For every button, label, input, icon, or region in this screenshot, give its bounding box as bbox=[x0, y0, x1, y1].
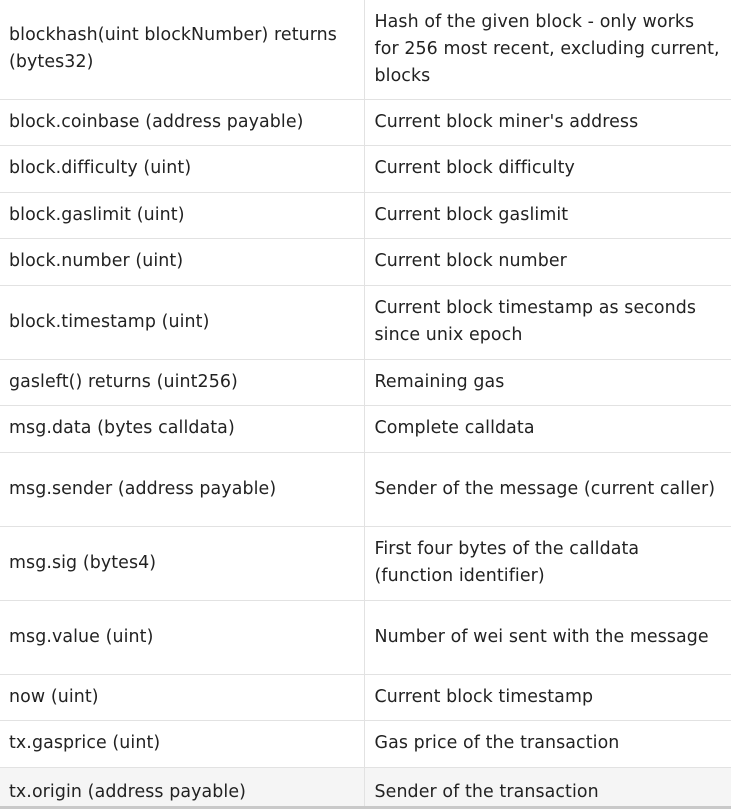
variable-description: Current block gaslimit bbox=[364, 192, 731, 238]
table-row bbox=[0, 0, 731, 99]
variable-description: Remaining gas bbox=[364, 359, 731, 405]
variable-name: block.timestamp (uint) bbox=[0, 285, 364, 359]
variable-description: Hash of the given block - only works for 256 most recent, excluding current, blocks bbox=[364, 0, 731, 99]
table-row bbox=[0, 99, 731, 145]
variable-name: block.coinbase (address payable) bbox=[0, 99, 364, 145]
table-row bbox=[0, 359, 731, 405]
variable-description: Sender of the message (current caller) bbox=[364, 452, 731, 526]
variable-name: msg.data (bytes calldata) bbox=[0, 405, 364, 452]
variable-name: block.gaslimit (uint) bbox=[0, 192, 364, 238]
variable-name: tx.origin (address payable) bbox=[0, 767, 364, 807]
variable-name: block.difficulty (uint) bbox=[0, 145, 364, 192]
table-row bbox=[0, 145, 731, 192]
table-row bbox=[0, 452, 731, 526]
variable-description: Current block number bbox=[364, 238, 731, 285]
variable-name: now (uint) bbox=[0, 674, 364, 720]
variable-name: msg.value (uint) bbox=[0, 600, 364, 674]
variable-name: blockhash(uint blockNumber) returns (bytes32) bbox=[0, 0, 364, 99]
table-row bbox=[0, 238, 731, 285]
variable-description: Sender of the transaction bbox=[364, 767, 731, 807]
table-row bbox=[0, 600, 731, 674]
variable-description: Number of wei sent with the message bbox=[364, 600, 731, 674]
variable-description: First four bytes of the calldata (function identifier) bbox=[364, 526, 731, 600]
table-row bbox=[0, 526, 731, 600]
variable-description: Current block timestamp as seconds since unix epoch bbox=[364, 285, 731, 359]
variable-name: tx.gasprice (uint) bbox=[0, 720, 364, 767]
table-row bbox=[0, 720, 731, 767]
table-row bbox=[0, 192, 731, 238]
variable-description: Current block timestamp bbox=[364, 674, 731, 720]
table-row bbox=[0, 285, 731, 359]
variable-name: gasleft() returns (uint256) bbox=[0, 359, 364, 405]
variable-name: msg.sender (address payable) bbox=[0, 452, 364, 526]
variable-description: Current block miner's address bbox=[364, 99, 731, 145]
table-row bbox=[0, 405, 731, 452]
variable-description: Complete calldata bbox=[364, 405, 731, 452]
table-row bbox=[0, 767, 731, 807]
variable-name: msg.sig (bytes4) bbox=[0, 526, 364, 600]
variable-name: block.number (uint) bbox=[0, 238, 364, 285]
variable-description: Current block difficulty bbox=[364, 145, 731, 192]
table-row bbox=[0, 674, 731, 720]
variable-description: Gas price of the transaction bbox=[364, 720, 731, 767]
